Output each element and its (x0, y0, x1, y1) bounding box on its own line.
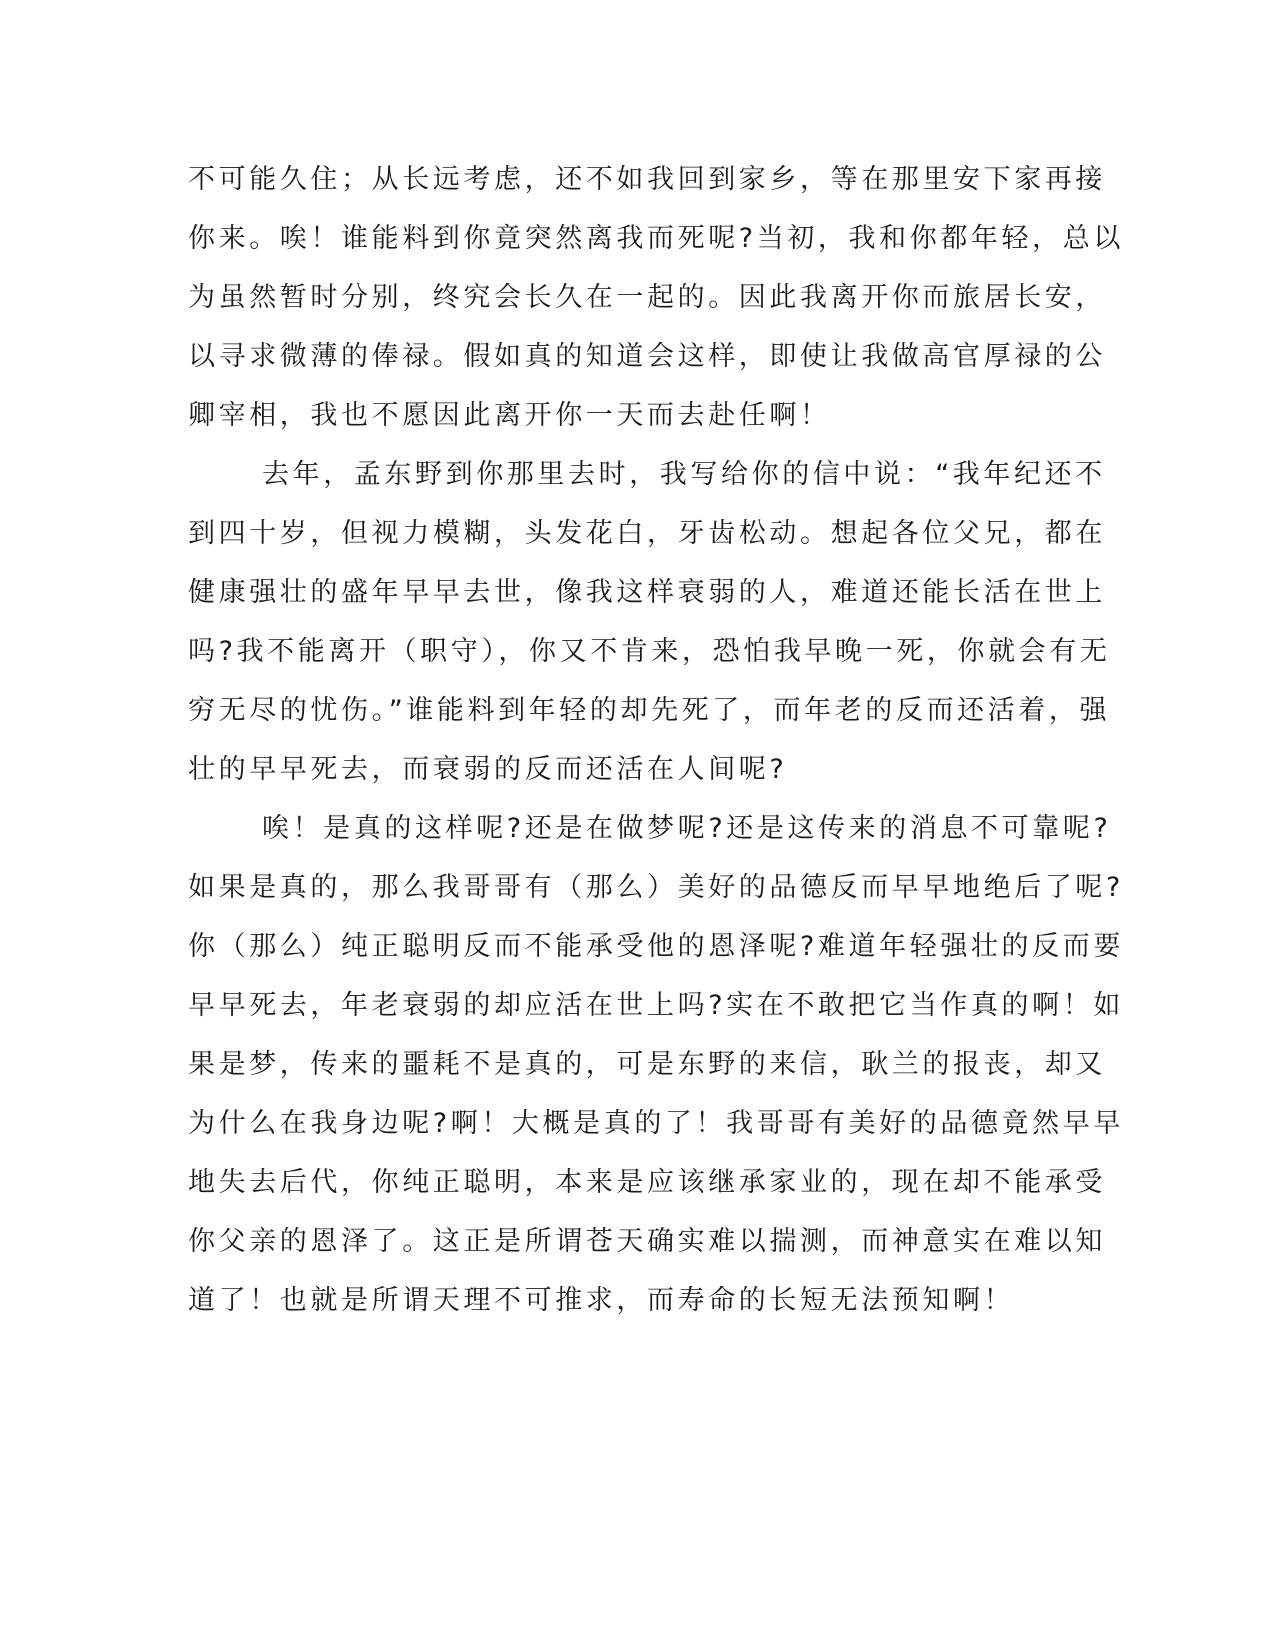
paragraph-line: 道了！也就是所谓天理不可推求，而寿命的长短无法预知啊！ (188, 1285, 1015, 1316)
paragraph-line: 去年，孟东野到你那里去时，我写给你的信中说：“我年纪还不 (262, 459, 1106, 490)
paragraph-line: 你来。唉！谁能料到你竟突然离我而死呢?当初，我和你都年轻，总以 (188, 223, 1124, 254)
paragraph-line: 早早死去，年老衰弱的却应活在世上吗?实在不敢把它当作真的啊！如 (188, 990, 1124, 1021)
paragraph-line: 吗?我不能离开（职守），你又不肯来，恐怕我早晚一死，你就会有无 (188, 636, 1111, 667)
paragraph-line: 健康强壮的盛年早早去世，像我这样衰弱的人，难道还能长活在世上 (188, 577, 1106, 608)
paragraph-line: 到四十岁，但视力模糊，头发花白，牙齿松动。想起各位父兄，都在 (188, 518, 1106, 549)
paragraph-line: 不可能久住；从长远考虑，还不如我回到家乡，等在那里安下家再接 (188, 164, 1106, 195)
paragraph-line: 为虽然暂时分别，终究会长久在一起的。因此我离开你而旅居长安， (188, 282, 1106, 313)
paragraph-line: 地失去后代，你纯正聪明，本来是应该继承家业的，现在却不能承受 (188, 1167, 1106, 1198)
paragraph-line: 你父亲的恩泽了。这正是所谓苍天确实难以揣测，而神意实在难以知 (188, 1226, 1106, 1257)
paragraph-line: 穷无尽的忧伤。”谁能料到年轻的却先死了，而年老的反而还活着，强 (188, 695, 1111, 726)
paragraph-line: 卿宰相，我也不愿因此离开你一天而去赴任啊！ (188, 400, 831, 431)
paragraph-line: 为什么在我身边呢?啊！大概是真的了！我哥哥有美好的品德竟然早早 (188, 1108, 1124, 1139)
paragraph-line: 以寻求微薄的俸禄。假如真的知道会这样，即使让我做高官厚禄的公 (188, 341, 1106, 372)
paragraph-line: 壮的早早死去，而衰弱的反而还活在人间呢? (188, 754, 788, 785)
paragraph-line: 唉！是真的这样呢?还是在做梦呢?还是这传来的消息不可靠呢? (262, 813, 1112, 844)
paragraph-line: 你（那么）纯正聪明反而不能承受他的恩泽呢?难道年轻强壮的反而要 (188, 931, 1124, 962)
paragraph-line: 果是梦，传来的噩耗不是真的，可是东野的来信，耿兰的报丧，却又 (188, 1049, 1106, 1080)
paragraph-line: 如果是真的，那么我哥哥有（那么）美好的品德反而早早地绝后了呢? (188, 872, 1124, 903)
